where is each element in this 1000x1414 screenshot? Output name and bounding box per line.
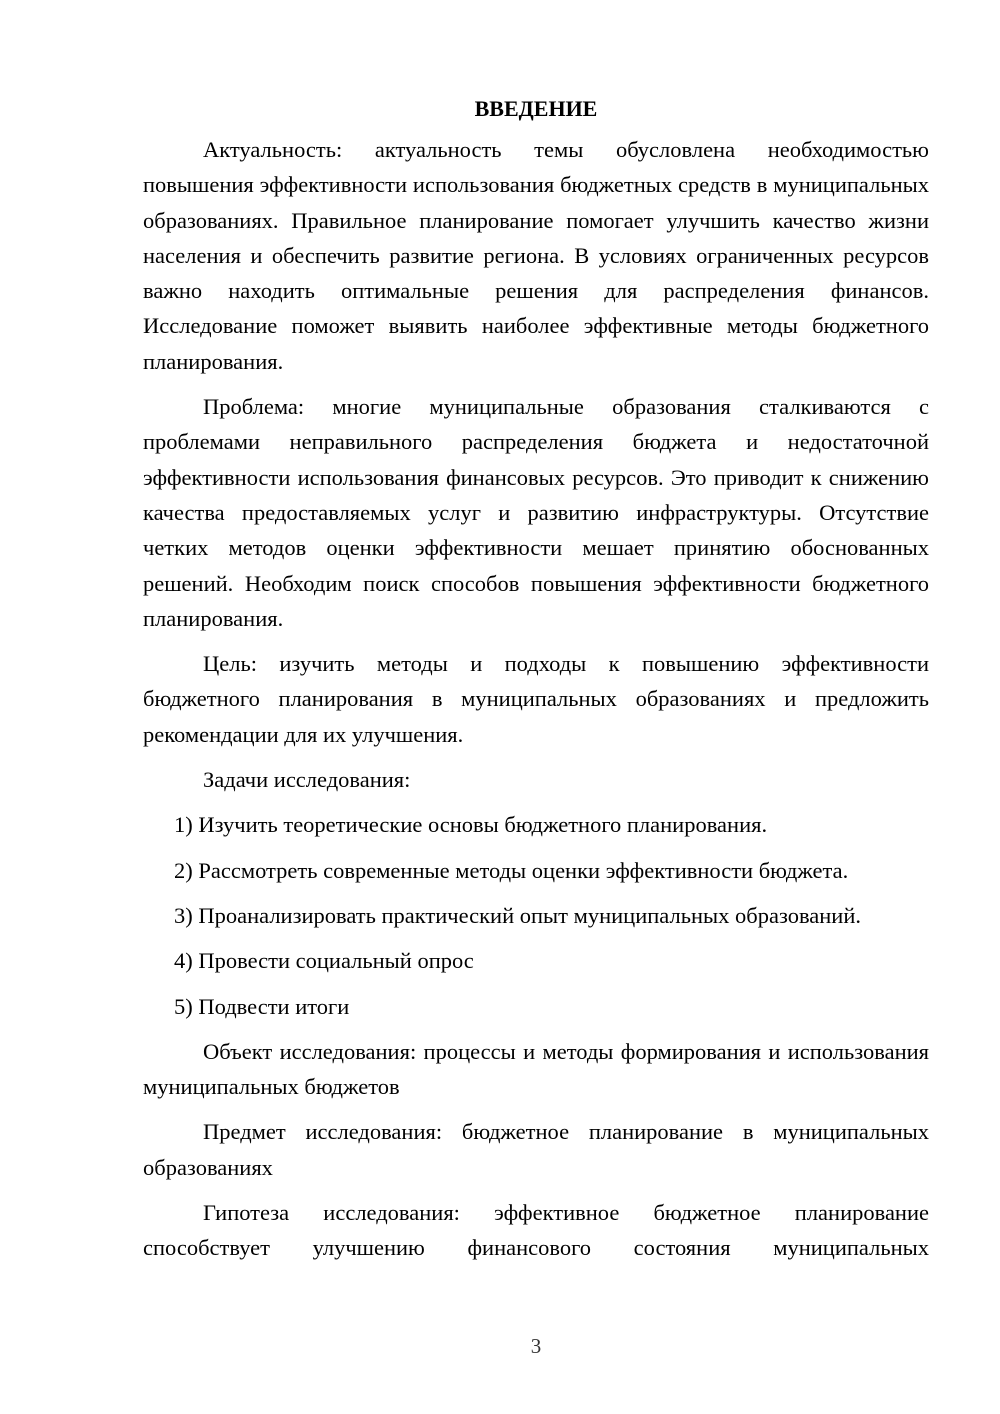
problem-paragraph: Проблема: многие муниципальные образования сталкиваются с проблемами неправильного распределения бюджета и недостаточной эффективности использования финансовых ресурсов. Это приводит к снижению качества предоставляемых услуг и развитию инфраструктуры. Отсутствие четких методов оценки эффективности мешает принятию обоснованных решений. Необходим поиск способов повышения эффективности бюджетного планирования. bbox=[143, 394, 929, 631]
hypothesis-paragraph: Гипотеза исследования: эффективное бюджетное планирование способствует улучшению финансового состояния муниципальных bbox=[143, 1200, 929, 1261]
relevance-paragraph: Актуальность: актуальность темы обусловлена необходимостью повышения эффективности использования бюджетных средств в муниципальных образованиях. Правильное планирование помогает улучшить качество жизни населения и обеспечить развитие региона. В условиях ограниченных ресурсов важно находить оптимальные решения для распределения финансов. Исследование поможет выявить наиболее эффективные методы бюджетного планирования. bbox=[143, 137, 929, 374]
goal-paragraph: Цель: изучить методы и подходы к повышению эффективности бюджетного планирования в муниципальных образованиях и предложить рекомендации для их улучшения. bbox=[143, 651, 929, 747]
page-number: 3 bbox=[530, 1334, 542, 1358]
task-item-3: 3) Проанализировать практический опыт муниципальных образований. bbox=[174, 902, 862, 928]
tasks-title: Задачи исследования: bbox=[203, 767, 411, 793]
object-paragraph: Объект исследования: процессы и методы формирования и использования муниципальных бюджетов bbox=[143, 1038, 929, 1100]
task-item-5: 5) Подвести итоги bbox=[174, 993, 350, 1019]
task-item-4: 4) Провести социальный опрос bbox=[174, 948, 474, 974]
task-item-1: 1) Изучить теоретические основы бюджетного планирования. bbox=[174, 812, 768, 838]
section-heading: ВВЕДЕНИЕ bbox=[474, 96, 598, 121]
task-item-2: 2) Рассмотреть современные методы оценки эффективности бюджета. bbox=[174, 857, 849, 883]
subject-paragraph: Предмет исследования: бюджетное планирование в муниципальных образованиях bbox=[143, 1119, 929, 1180]
page-content bbox=[143, 92, 929, 1276]
